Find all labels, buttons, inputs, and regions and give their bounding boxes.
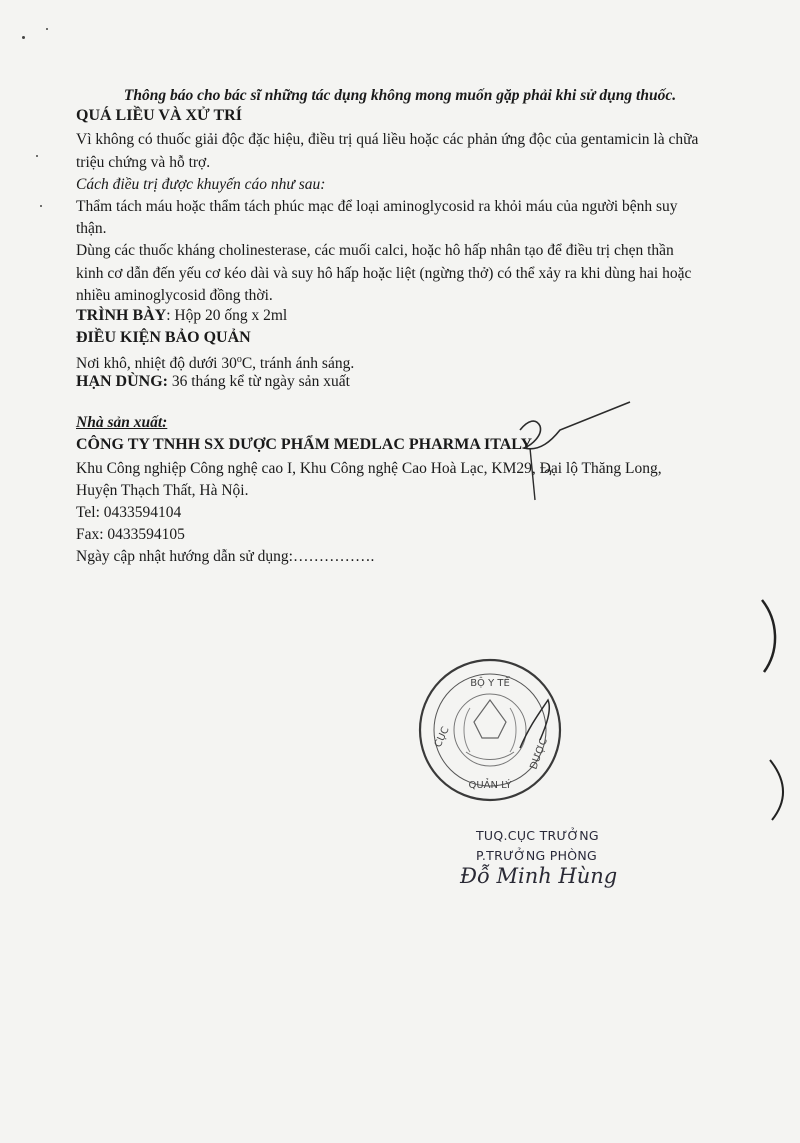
overdose-text-line: Vì không có thuốc giải độc đặc hiệu, điều trị quá liều hoặc các phản ứng độc của gentamicin là chữa [76, 131, 699, 148]
cholinesterase-text-line: Dùng các thuốc kháng cholinesterase, các muối calci, hoặc hô hấp nhân tạo để điều trị chẹn thần [76, 242, 674, 259]
overdose-text-line: triệu chứng và hỗ trợ. [76, 154, 211, 171]
scan-speck [46, 28, 48, 30]
presentation-line [76, 306, 287, 326]
storage-text-part: Nơi khô, nhiệt độ dưới 30 [76, 355, 237, 373]
storage-heading: ĐIỀU KIỆN BẢO QUẢN [76, 329, 251, 346]
manufacturer-tel: Tel: 0433594104 [76, 504, 182, 521]
scan-speck [40, 205, 42, 207]
shelf-life-line [76, 372, 350, 392]
scan-speck [36, 155, 38, 157]
dialysis-text-line: Thẩm tách máu hoặc thẩm tách phúc mạc để loại aminoglycosid ra khỏi máu của người bệnh suy [76, 198, 678, 215]
signer-name: Đỗ Minh Hùng [460, 864, 618, 888]
presentation-value: : Hộp 20 ống x 2ml [166, 307, 288, 324]
presentation-label: TRÌNH BÀY [76, 307, 167, 324]
cholinesterase-text-line: kinh cơ dẫn đến yếu cơ kéo dài và suy hô hấp hoặc liệt (ngừng thở) có thể xảy ra khi dùng hai hoặc [76, 265, 692, 282]
scan-speck [22, 36, 25, 39]
storage-text [76, 350, 354, 374]
dialysis-text-line: thận. [76, 220, 107, 237]
updated-date-line: Ngày cập nhật hướng dẫn sử dụng:……………. [76, 548, 375, 565]
stamp-text-right: DƯỢC [528, 736, 550, 772]
manufacturer-label: Nhà sản xuất: [76, 414, 168, 431]
cholinesterase-text-line: nhiều aminoglycosid đồng thời. [76, 287, 273, 304]
storage-text-part: C, tránh ánh sáng. [241, 355, 355, 373]
manufacturer-address-line: Huyện Thạch Thất, Hà Nội. [76, 482, 249, 499]
stamp-text-bottom: QUẢN LÝ [468, 780, 512, 791]
recommended-treatment-label: Cách điều trị được khuyến cáo như sau: [76, 176, 326, 193]
manufacturer-address-line: Khu Công nghiệp Công nghệ cao I, Khu Công nghệ Cao Hoà Lạc, KM29, Đại lộ Thăng Long, [76, 460, 662, 477]
approval-title-1: TUQ.CỤC TRƯỞNG [476, 828, 599, 843]
shelf-life-label: HẠN DÙNG: [76, 373, 168, 390]
stamp-text-left: CỤC [432, 725, 452, 750]
stamp-text-top: BỘ Y TẾ [470, 678, 510, 689]
manufacturer-fax: Fax: 0433594105 [76, 526, 185, 543]
shelf-life-value: 36 tháng kể từ ngày sản xuất [168, 373, 350, 390]
adverse-effects-note: Thông báo cho bác sĩ những tác dụng không mong muốn gặp phải khi sử dụng thuốc. [123, 87, 677, 104]
overdose-heading: QUÁ LIỀU VÀ XỬ TRÍ [76, 107, 242, 124]
manufacturer-name: CÔNG TY TNHH SX DƯỢC PHẨM MEDLAC PHARMA ITALY [76, 436, 533, 453]
degree-mark: o [236, 354, 242, 365]
approval-title-2: P.TRƯỞNG PHÒNG [476, 848, 598, 863]
